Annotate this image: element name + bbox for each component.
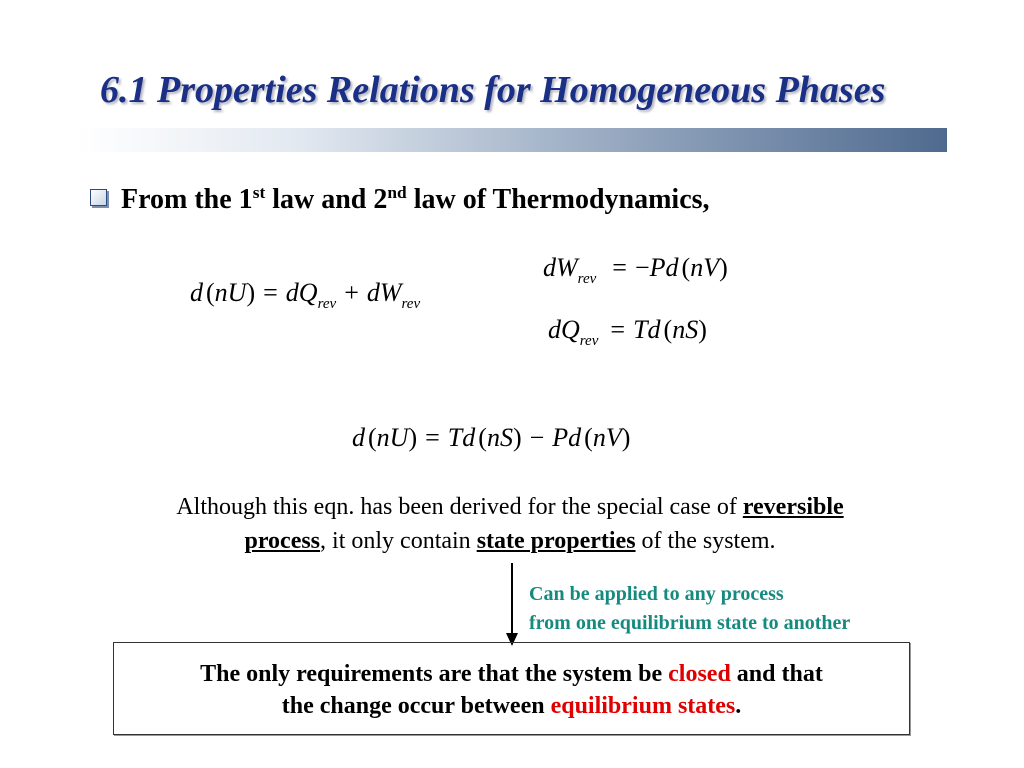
eq2-neg: −: [634, 253, 650, 282]
eq4-var2: nS: [486, 423, 513, 452]
eq1-dw-sub: rev: [401, 296, 421, 312]
bullet-heading: [90, 184, 710, 216]
requirements-box: [113, 642, 910, 735]
eq3-open: (: [663, 315, 673, 344]
bullet-text-tail: law of Thermodynamics,: [406, 184, 710, 215]
eq2-close: ): [719, 253, 728, 282]
eq1-dw: dW: [366, 278, 402, 307]
eq4-td: Td: [447, 423, 476, 452]
req-term-equilibrium-states: equilibrium states: [550, 693, 736, 719]
eq3-equals: =: [610, 315, 626, 344]
para-text-3: of the system.: [635, 528, 776, 554]
eq4-close1: ): [408, 423, 418, 452]
eq4-open1: (: [368, 423, 377, 452]
eq3-dq-sub: rev: [579, 333, 599, 349]
eq1-equals: =: [263, 278, 278, 307]
eq2-open: (: [681, 253, 691, 282]
explanation-paragraph: [60, 490, 960, 558]
eq4-close2: ): [512, 423, 522, 452]
eq3-var: nS: [672, 315, 699, 344]
eq4-equals: =: [425, 423, 440, 452]
equation-combined: [352, 423, 630, 453]
eq4-minus: −: [529, 423, 545, 452]
eq3-close: ): [698, 315, 707, 344]
eq1-dq-sub: rev: [317, 296, 337, 312]
bullet-text: [121, 184, 710, 216]
note-line-2: from one equilibrium state to another: [529, 612, 851, 634]
square-bullet-icon: [90, 189, 107, 206]
eq1-var: nU: [214, 278, 247, 307]
eq1-close: ): [246, 278, 256, 307]
para-text-2: , it only contain: [320, 528, 477, 554]
eq4-open2: (: [478, 423, 487, 452]
eq2-var: nV: [690, 253, 720, 282]
eq3-td: Td: [633, 315, 661, 344]
para-term-state-properties: state properties: [476, 528, 636, 554]
req-term-closed: closed: [668, 661, 731, 687]
bullet-text-lead: From the 1: [121, 184, 253, 215]
eq4-var1: nU: [376, 423, 409, 452]
down-arrow-icon: [502, 563, 522, 647]
applicability-note: [529, 580, 850, 638]
eq1-plus: +: [344, 278, 359, 307]
eq4-pd: Pd: [552, 423, 582, 452]
para-text-1: Although this eqn. has been derived for the special case of: [176, 494, 743, 520]
bullet-sup-nd: nd: [387, 183, 407, 203]
eq2-dw-sub: rev: [577, 271, 597, 287]
eq4-open3: (: [584, 423, 593, 452]
eq2-equals: =: [612, 253, 627, 282]
title-underline-bar: [78, 128, 947, 152]
eq2-pd: Pd: [649, 253, 679, 282]
bullet-text-mid: law and 2: [265, 184, 388, 215]
req-text-4: .: [735, 693, 742, 719]
eq4-var3: nV: [592, 423, 622, 452]
bullet-sup-st: st: [252, 183, 266, 203]
req-text-1: The only requirements are that the system be: [200, 661, 669, 687]
equation-first-law: [190, 278, 421, 312]
eq2-dw: dW: [543, 253, 578, 282]
para-term-reversible: reversible: [742, 494, 844, 520]
eq4-d: d: [352, 423, 365, 452]
req-text-3: the change occur between: [281, 693, 551, 719]
eq1-dq: dQ: [285, 278, 318, 307]
equation-heat: [548, 315, 707, 349]
slide-title: 6.1 Properties Relations for Homogeneous Phases: [100, 69, 886, 111]
note-line-1: Can be applied to any process: [529, 583, 784, 605]
equation-work: [543, 253, 728, 287]
eq4-close3: ): [621, 423, 631, 452]
eq3-dq: dQ: [548, 315, 580, 344]
para-term-process: process: [244, 528, 321, 554]
eq1-d: d: [190, 278, 203, 307]
req-text-2: and that: [730, 661, 823, 687]
eq1-open: (: [206, 278, 215, 307]
